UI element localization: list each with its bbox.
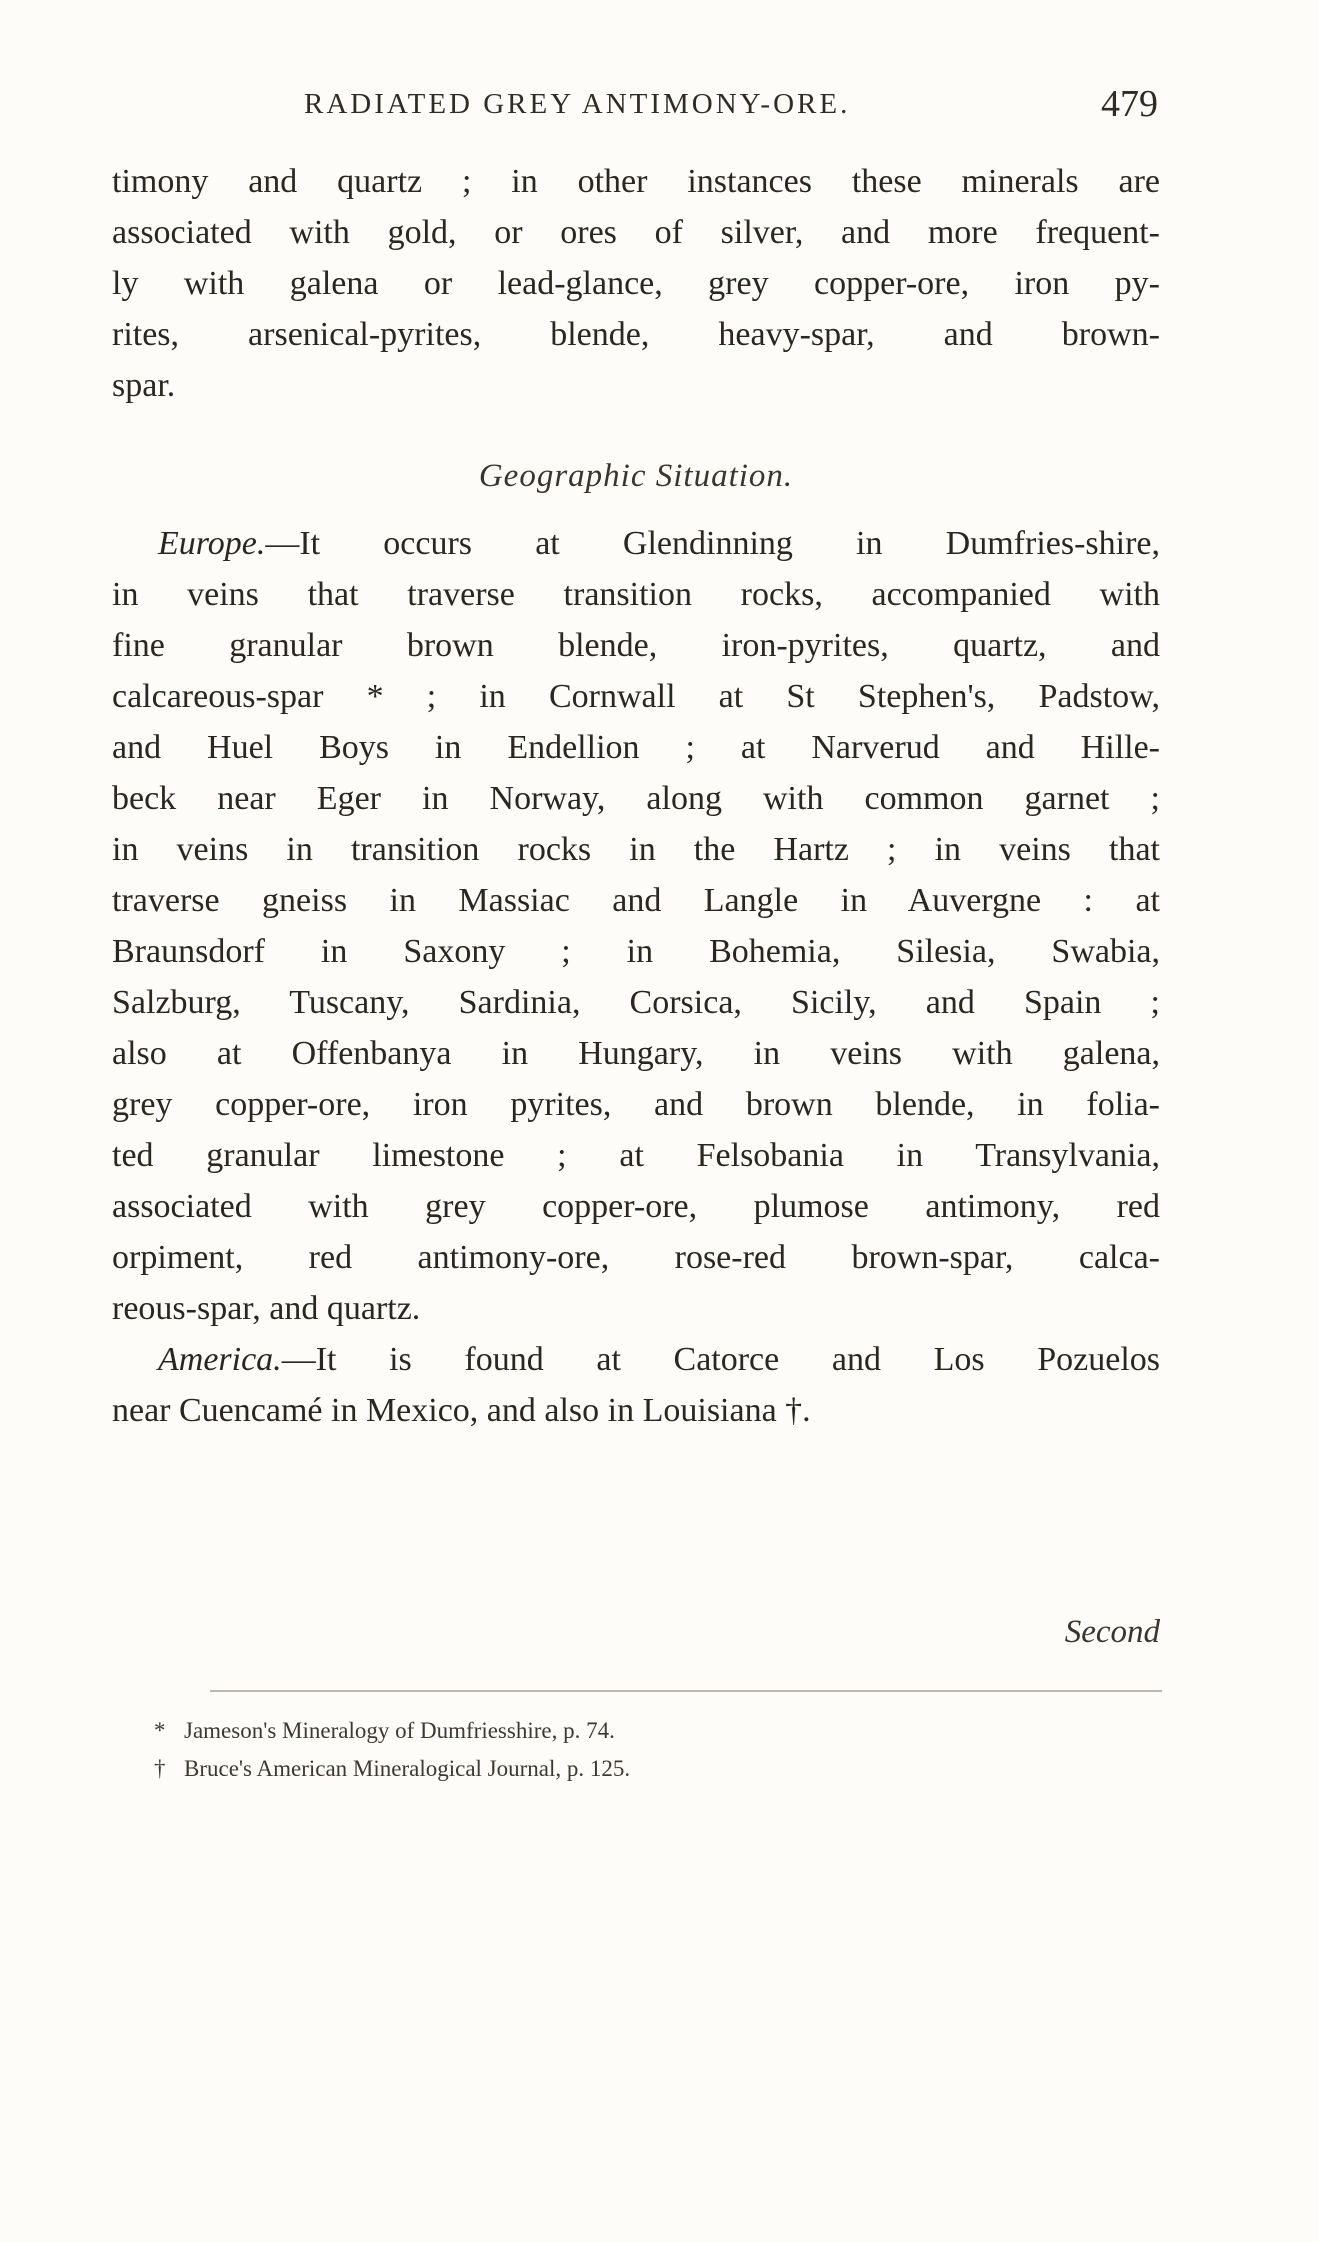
text-line: and Huel Boys in Endellion ; at Narverud and Hille- xyxy=(112,729,1160,766)
text-line: spar. xyxy=(112,367,176,404)
page-number: 479 xyxy=(1101,83,1158,125)
text-line xyxy=(112,1334,1160,1385)
text-line: Salzburg, Tuscany, Sardinia, Corsica, Sicily, and Spain ; xyxy=(112,984,1160,1021)
footnote-text: Jameson's Mineralogy of Dumfriesshire, p. 74. xyxy=(184,1718,615,1743)
europe-first-line: —It occurs at Glendinning in Dumfries-shire, xyxy=(265,525,1160,562)
catchword: Second xyxy=(1064,1614,1160,1650)
text-line: beck near Eger in Norway, along with common garnet ; xyxy=(112,780,1160,817)
footnote-mark: † xyxy=(154,1756,166,1781)
america-first-line: —It is found at Catorce and Los Pozuelos xyxy=(281,1341,1160,1378)
europe-lead: Europe. xyxy=(158,525,266,562)
text-line: in veins that traverse transition rocks, accompanied with xyxy=(112,576,1160,613)
text-line: rites, arsenical-pyrites, blende, heavy-spar, and brown- xyxy=(112,316,1160,353)
footnotes xyxy=(154,1712,1054,1788)
intro-paragraph xyxy=(112,156,1160,411)
text-line: calcareous-spar * ; in Cornwall at St Stephen's, Padstow, xyxy=(112,678,1160,715)
footnote-mark: * xyxy=(154,1718,166,1743)
body-text xyxy=(112,156,1160,1436)
footnote xyxy=(154,1750,1054,1788)
text-line: grey copper-ore, iron pyrites, and brown blende, in folia- xyxy=(112,1086,1160,1123)
footnote xyxy=(154,1712,1054,1750)
text-line: ly with galena or lead-glance, grey copper-ore, iron py- xyxy=(112,265,1160,302)
america-lead: America. xyxy=(158,1341,282,1378)
text-line: ted granular limestone ; at Felsobania in Transylvania, xyxy=(112,1137,1160,1174)
text-line xyxy=(112,518,1160,569)
footnote-rule xyxy=(210,1690,1162,1692)
text-line: associated with grey copper-ore, plumose antimony, red xyxy=(112,1188,1160,1225)
america-paragraph xyxy=(112,1334,1160,1436)
text-line: reous-spar, and quartz. xyxy=(112,1290,421,1327)
text-line: timony and quartz ; in other instances these minerals are xyxy=(112,163,1160,200)
text-line: traverse gneiss in Massiac and Langle in Auvergne : at xyxy=(112,882,1160,919)
footnote-text: Bruce's American Mineralogical Journal, p. 125. xyxy=(184,1756,631,1781)
page-header xyxy=(112,82,1158,132)
text-line: also at Offenbanya in Hungary, in veins with galena, xyxy=(112,1035,1160,1072)
text-line: associated with gold, or ores of silver, and more frequent- xyxy=(112,214,1160,251)
text-line: fine granular brown blende, iron-pyrites, quartz, and xyxy=(112,627,1160,664)
text-line: in veins in transition rocks in the Hartz ; in veins that xyxy=(112,831,1160,868)
text-line: orpiment, red antimony-ore, rose-red brown-spar, calca- xyxy=(112,1239,1160,1276)
section-heading: Geographic Situation. xyxy=(478,458,794,494)
europe-paragraph xyxy=(112,518,1160,1334)
text-line: near Cuencamé in Mexico, and also in Louisiana †. xyxy=(112,1392,811,1429)
text-line: Braunsdorf in Saxony ; in Bohemia, Silesia, Swabia, xyxy=(112,933,1160,970)
running-title: RADIATED GREY ANTIMONY-ORE. xyxy=(304,88,851,120)
